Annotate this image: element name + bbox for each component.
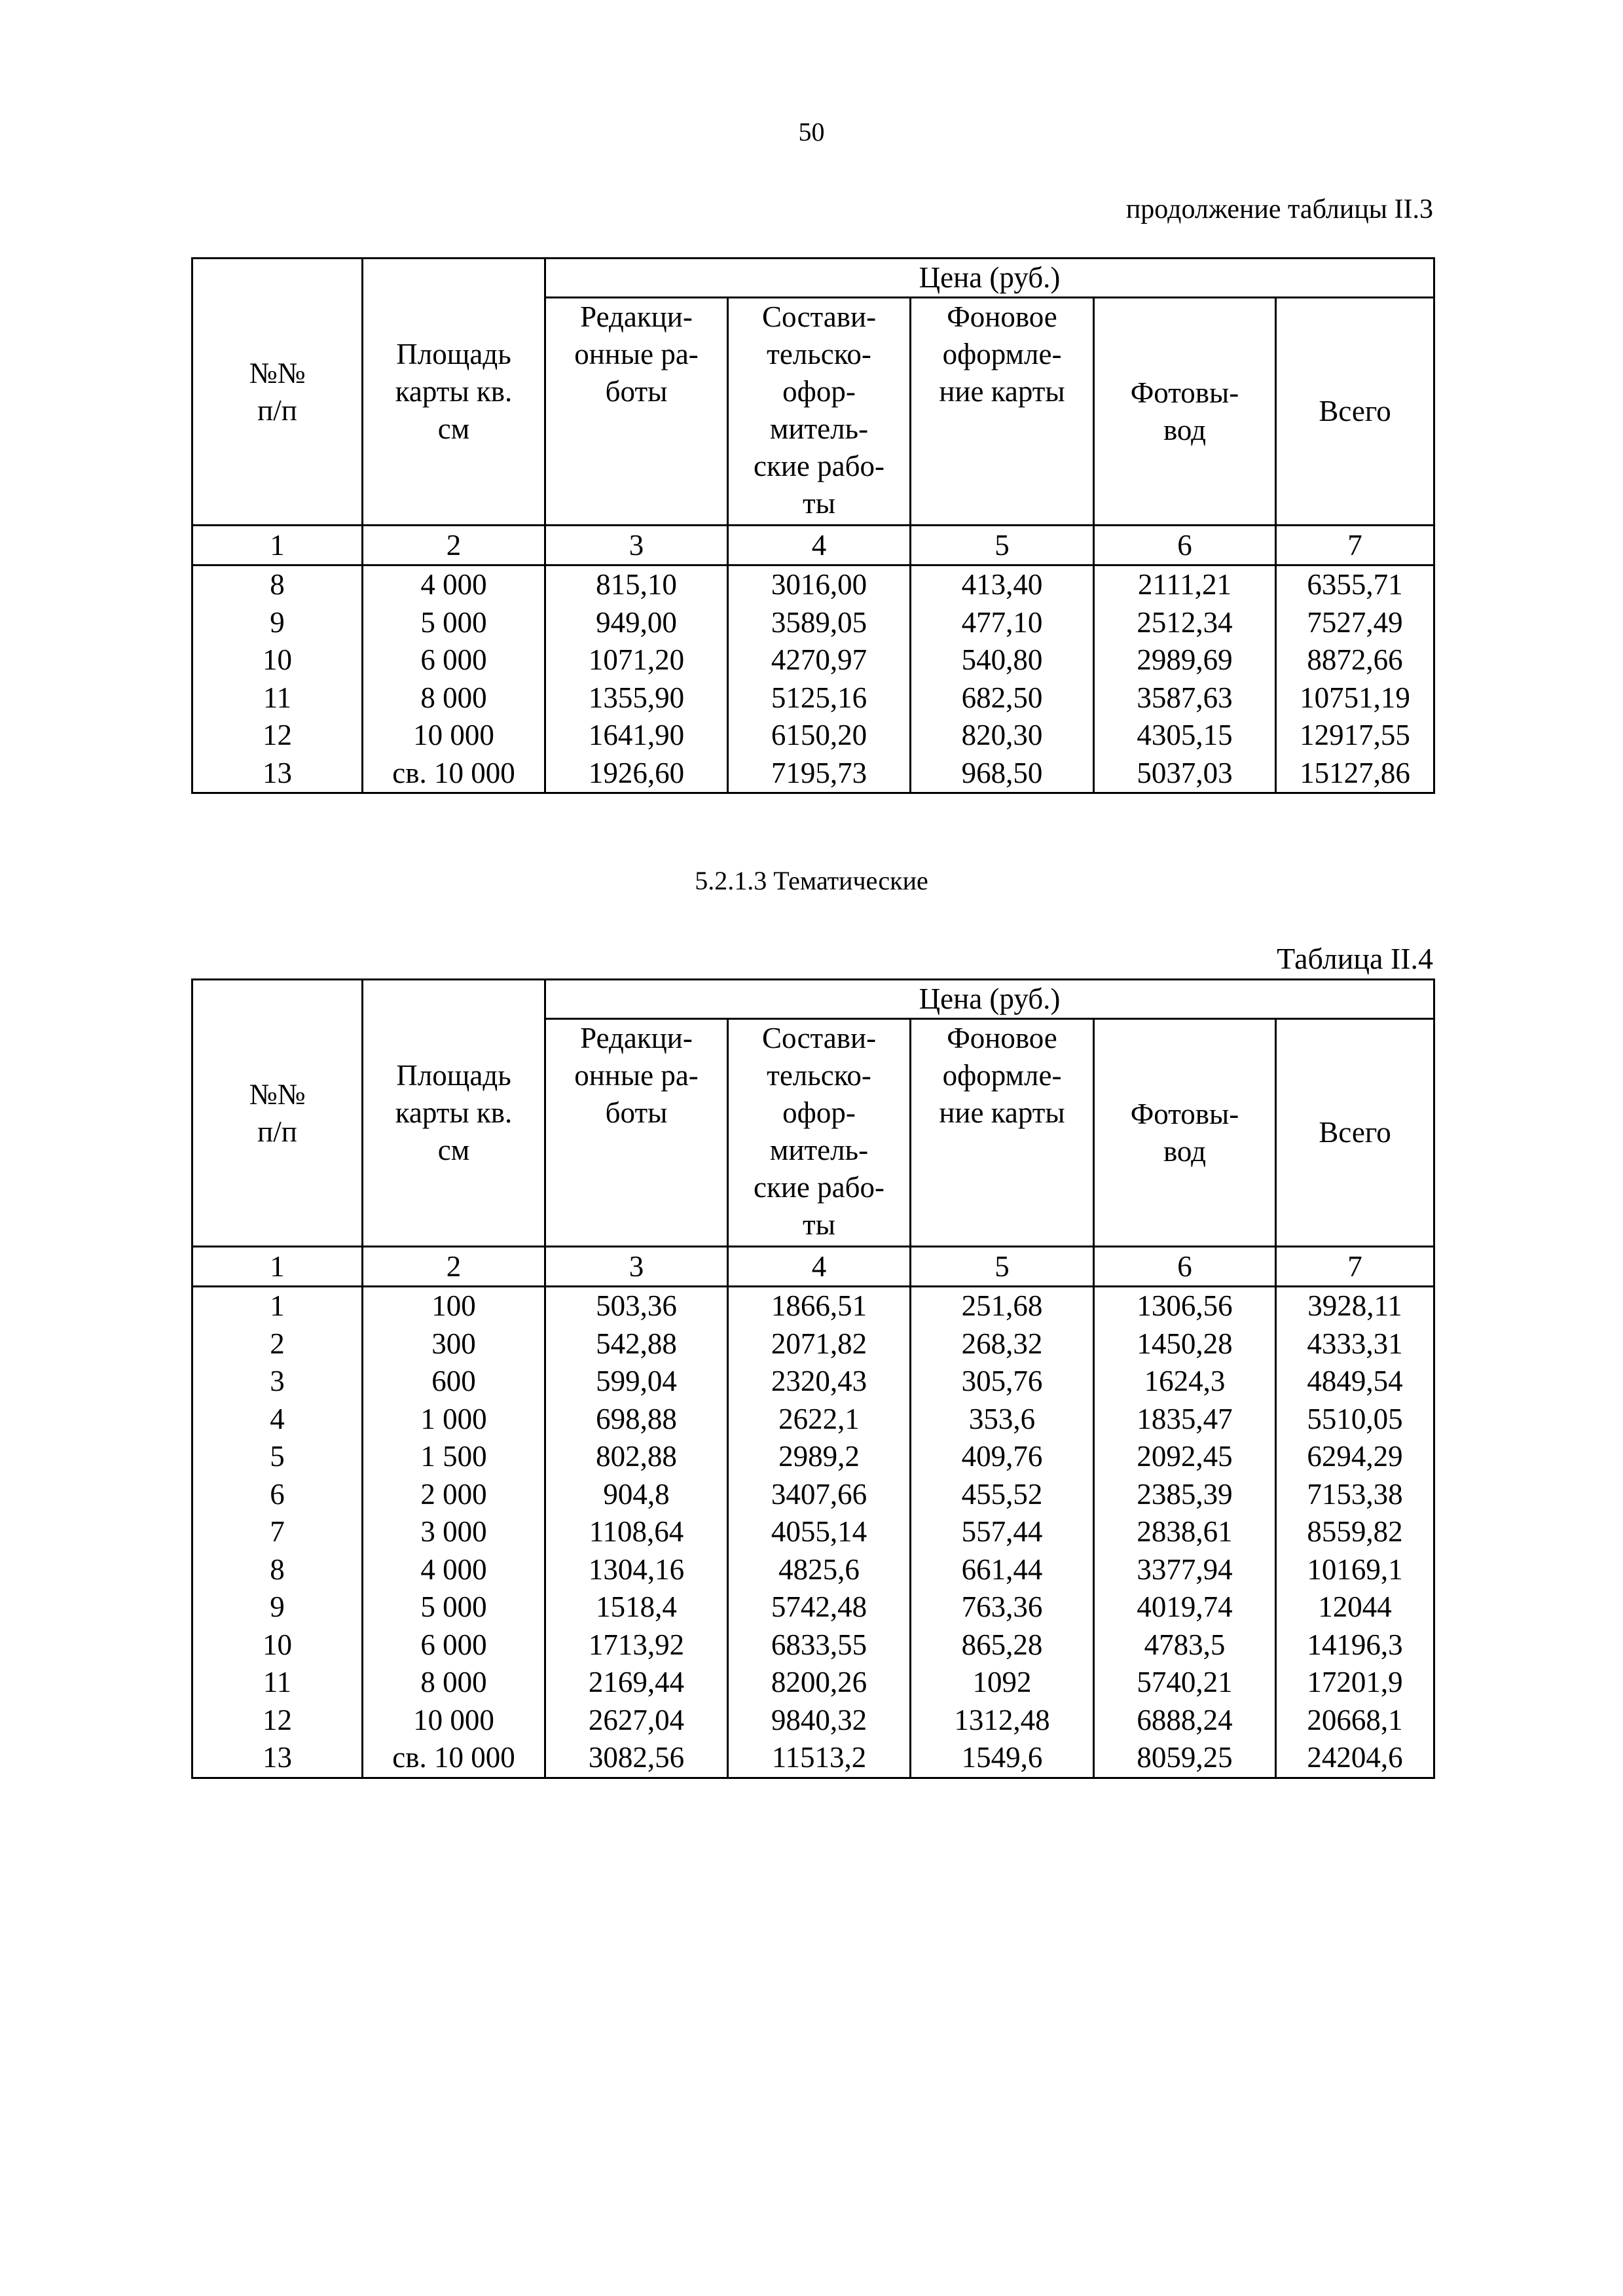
table-cell: 7 [192,1513,363,1551]
table-cell: 8 000 [363,1664,545,1702]
table-cell: 1641,90 [545,717,728,755]
table-cell: 11 [192,679,363,717]
table-cell: 2512,34 [1094,604,1276,642]
table-cell: 2627,04 [545,1702,728,1740]
table-cell: 251,68 [911,1287,1094,1325]
table-cell: 1 [192,1287,363,1325]
column-number: 5 [911,526,1094,565]
table-cell: 20668,1 [1276,1702,1434,1740]
table-cell: 3082,56 [545,1739,728,1778]
table-cell: 1835,47 [1094,1401,1276,1439]
table-cell: 2 [192,1325,363,1363]
table-cell: 1866,51 [728,1287,911,1325]
table-cell: 300 [363,1325,545,1363]
header-compiling-work: Состави- тельско- офор- митель- ские рабо- ты [728,1019,911,1247]
header-editorial-work: Редакци- онные ра- боты [545,298,728,526]
table-cell: 12044 [1276,1588,1434,1626]
table-cell: 7195,73 [728,755,911,793]
section-title: 5.2.1.3 Тематические [695,866,928,895]
table-row [192,755,1434,793]
table-cell: 1092 [911,1664,1094,1702]
table-row [192,679,1434,717]
column-number: 2 [363,1247,545,1287]
table-row [192,1401,1434,1439]
table-cell: 557,44 [911,1513,1094,1551]
header-row-number: №№ п/п [192,259,363,526]
table-cell: 4055,14 [728,1513,911,1551]
table-cell: 477,10 [911,604,1094,642]
table-cell: 17201,9 [1276,1664,1434,1702]
table-cell: 4 [192,1401,363,1439]
table-cell: 6294,29 [1276,1438,1434,1476]
table-cell: 24204,6 [1276,1739,1434,1778]
table-row [192,641,1434,679]
table-cell: 904,8 [545,1476,728,1514]
header-total: Всего [1276,298,1434,526]
table-row [192,717,1434,755]
table-cell: 1355,90 [545,679,728,717]
table-cell: 8872,66 [1276,641,1434,679]
table-cell: 1071,20 [545,641,728,679]
table-cell: 2989,2 [728,1438,911,1476]
header-photo-output: Фотовы- вод [1094,1019,1276,1247]
column-number: 7 [1276,1247,1434,1287]
table-cell: 2320,43 [728,1363,911,1401]
table-row [192,604,1434,642]
table-cell: 8559,82 [1276,1513,1434,1551]
table-cell: 11 [192,1664,363,1702]
table-cell: 3589,05 [728,604,911,642]
table-cell: 698,88 [545,1401,728,1439]
table-cell: 820,30 [911,717,1094,755]
table-cell: 5037,03 [1094,755,1276,793]
table-cell: 2622,1 [728,1401,911,1439]
table-row [192,1702,1434,1740]
table-cell: 5 000 [363,1588,545,1626]
table-cell: 13 [192,755,363,793]
table-cell: 2 000 [363,1476,545,1514]
table-cell: 8 [192,1551,363,1589]
table-cell: 6355,71 [1276,565,1434,604]
table-cell: 1108,64 [545,1513,728,1551]
table-cell: 1713,92 [545,1626,728,1664]
table-cell: 5 [192,1438,363,1476]
table-row [192,1626,1434,1664]
column-number: 6 [1094,526,1276,565]
table-cell: 353,6 [911,1401,1094,1439]
table-cell: 413,40 [911,565,1094,604]
table-cell: 682,50 [911,679,1094,717]
table-cell: 1312,48 [911,1702,1094,1740]
table-cell: 6 [192,1476,363,1514]
table-cell: 1549,6 [911,1739,1094,1778]
table-cell: 12917,55 [1276,717,1434,755]
table-cell: 4019,74 [1094,1588,1276,1626]
table-cell: 6833,55 [728,1626,911,1664]
table-cell: 10 000 [363,717,545,755]
table-cell: 7153,38 [1276,1476,1434,1514]
table-cell: 10751,19 [1276,679,1434,717]
table-cell: 12 [192,1702,363,1740]
table-cell: 455,52 [911,1476,1094,1514]
table-cell: 600 [363,1363,545,1401]
table-cell: 9 [192,1588,363,1626]
table-cell: 100 [363,1287,545,1325]
header-map-area: Площадь карты кв. см [363,259,545,526]
table-cell: 5510,05 [1276,1401,1434,1439]
table-cell: 599,04 [545,1363,728,1401]
table-cell: 5125,16 [728,679,911,717]
table-cell: 5742,48 [728,1588,911,1626]
column-number: 5 [911,1247,1094,1287]
table-row [192,565,1434,604]
table-cell: 815,10 [545,565,728,604]
column-number: 3 [545,1247,728,1287]
table-cell: 3407,66 [728,1476,911,1514]
table-cell: 1624,3 [1094,1363,1276,1401]
header-total: Всего [1276,1019,1434,1247]
table-row [192,1513,1434,1551]
table-cell: 305,76 [911,1363,1094,1401]
table-cell: 4825,6 [728,1551,911,1589]
column-number: 3 [545,526,728,565]
header-editorial-work: Редакци- онные ра- боты [545,1019,728,1247]
table-cell: 3016,00 [728,565,911,604]
table-cell: 268,32 [911,1325,1094,1363]
table-cell: 1306,56 [1094,1287,1276,1325]
table-row [192,1739,1434,1778]
table-cell: св. 10 000 [363,1739,545,1778]
table-cell: 14196,3 [1276,1626,1434,1664]
table-row [192,1588,1434,1626]
table-continuation-label: продолжение таблицы II.3 [1125,194,1433,224]
table-cell: 5740,21 [1094,1664,1276,1702]
header-row-number: №№ п/п [192,980,363,1247]
table-cell: 8 000 [363,679,545,717]
table-cell: 8 [192,565,363,604]
table-cell: 8200,26 [728,1664,911,1702]
table-cell: 4333,31 [1276,1325,1434,1363]
table-cell: 4305,15 [1094,717,1276,755]
table-cell: 661,44 [911,1551,1094,1589]
page-number: 50 [798,117,825,147]
column-number-row [192,1247,1434,1287]
table-row [192,1476,1434,1514]
header-background-design: Фоновое оформле- ние карты [911,1019,1094,1247]
table-cell: 949,00 [545,604,728,642]
table-row [192,1325,1434,1363]
table-cell: 10 [192,641,363,679]
table-cell: 6150,20 [728,717,911,755]
table-cell: 6888,24 [1094,1702,1276,1740]
table-row [192,1664,1434,1702]
table-cell: 1926,60 [545,755,728,793]
column-number: 2 [363,526,545,565]
table-cell: 7527,49 [1276,604,1434,642]
table-cell: 2989,69 [1094,641,1276,679]
table-cell: 2071,82 [728,1325,911,1363]
table-cell: 503,36 [545,1287,728,1325]
table-cell: 2385,39 [1094,1476,1276,1514]
table-cell: 2111,21 [1094,565,1276,604]
table-cell: 802,88 [545,1438,728,1476]
table-cell: 8059,25 [1094,1739,1276,1778]
header-map-area: Площадь карты кв. см [363,980,545,1247]
column-number: 7 [1276,526,1434,565]
price-table-ii4 [191,978,1435,1779]
header-price-group: Цена (руб.) [545,259,1434,298]
header-background-design: Фоновое оформле- ние карты [911,298,1094,526]
table-cell: 1 500 [363,1438,545,1476]
header-photo-output: Фотовы- вод [1094,298,1276,526]
table-cell: 4 000 [363,565,545,604]
column-number: 4 [728,526,911,565]
table-cell: 1304,16 [545,1551,728,1589]
table-cell: 763,36 [911,1588,1094,1626]
table-cell: 968,50 [911,755,1094,793]
table-cell: 12 [192,717,363,755]
table-cell: 10 [192,1626,363,1664]
table-cell: 6 000 [363,1626,545,1664]
table-cell: 1518,4 [545,1588,728,1626]
table-cell: 1450,28 [1094,1325,1276,1363]
table-cell: 2838,61 [1094,1513,1276,1551]
table-cell: 540,80 [911,641,1094,679]
column-number-row [192,526,1434,565]
table-cell: 1 000 [363,1401,545,1439]
table-row [192,1438,1434,1476]
header-compiling-work: Состави- тельско- офор- митель- ские рабо- ты [728,298,911,526]
table-cell: 865,28 [911,1626,1094,1664]
table-row [192,1287,1434,1325]
table-row [192,1363,1434,1401]
table-cell: 9840,32 [728,1702,911,1740]
column-number: 6 [1094,1247,1276,1287]
table-cell: 13 [192,1739,363,1778]
table-cell: 4270,97 [728,641,911,679]
table-cell: 4 000 [363,1551,545,1589]
table-caption: Таблица II.4 [1277,942,1433,975]
table-cell: 2092,45 [1094,1438,1276,1476]
table-cell: 3928,11 [1276,1287,1434,1325]
header-price-group: Цена (руб.) [545,980,1434,1019]
table-cell: св. 10 000 [363,755,545,793]
column-number: 1 [192,1247,363,1287]
table-cell: 3 000 [363,1513,545,1551]
table-cell: 4783,5 [1094,1626,1276,1664]
column-number: 4 [728,1247,911,1287]
table-cell: 4849,54 [1276,1363,1434,1401]
table-cell: 9 [192,604,363,642]
table-cell: 10169,1 [1276,1551,1434,1589]
table-cell: 542,88 [545,1325,728,1363]
table-cell: 11513,2 [728,1739,911,1778]
table-row [192,1551,1434,1589]
table-cell: 15127,86 [1276,755,1434,793]
price-table-ii3-continued [191,257,1435,794]
table-cell: 2169,44 [545,1664,728,1702]
table-cell: 3377,94 [1094,1551,1276,1589]
table-cell: 6 000 [363,641,545,679]
table-cell: 3 [192,1363,363,1401]
table-cell: 10 000 [363,1702,545,1740]
table-cell: 3587,63 [1094,679,1276,717]
table-cell: 5 000 [363,604,545,642]
table-cell: 409,76 [911,1438,1094,1476]
column-number: 1 [192,526,363,565]
